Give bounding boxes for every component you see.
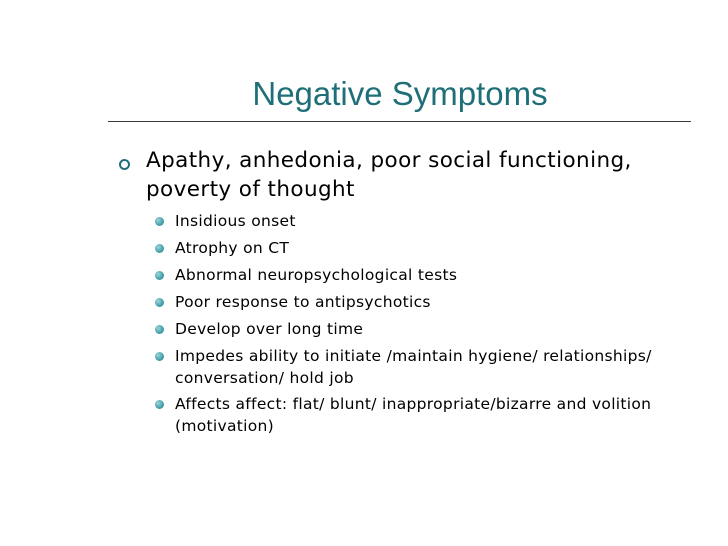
sub-bullet-text: Abnormal neuropsychological tests bbox=[175, 266, 458, 284]
bullet-dot-icon bbox=[155, 352, 164, 361]
slide-title: Negative Symptoms bbox=[252, 75, 548, 112]
sub-bullet-item bbox=[155, 264, 695, 287]
bullet-dot-icon bbox=[155, 298, 164, 307]
sub-bullet-item bbox=[155, 345, 695, 389]
sub-bullet-item bbox=[155, 210, 695, 233]
sub-bullet-item bbox=[155, 237, 695, 260]
bullet-dot-icon bbox=[155, 400, 164, 409]
main-bullet-text: Apathy, anhedonia, poor social functioning, poverty of thought bbox=[146, 148, 632, 202]
hollow-ring-bullet-icon bbox=[119, 159, 130, 170]
sub-bullet-item bbox=[155, 393, 695, 437]
bullet-dot-icon bbox=[155, 325, 164, 334]
sub-bullet-item bbox=[155, 291, 695, 314]
sub-bullet-text: Atrophy on CT bbox=[175, 239, 290, 257]
title-divider bbox=[108, 121, 691, 122]
sub-bullet-text: Poor response to antipsychotics bbox=[175, 293, 431, 311]
bullet-dot-icon bbox=[155, 244, 164, 253]
sub-bullet-text: Develop over long time bbox=[175, 320, 364, 338]
sub-bullet-item bbox=[155, 318, 695, 341]
sub-bullet-list bbox=[155, 210, 695, 441]
bullet-dot-icon bbox=[155, 217, 164, 226]
bullet-dot-icon bbox=[155, 271, 164, 280]
sub-bullet-text: Affects affect: flat/ blunt/ inappropriate/bizarre and volition (motivation) bbox=[175, 395, 652, 435]
sub-bullet-text: Impedes ability to initiate /maintain hygiene/ relationships/ conversation/ hold job bbox=[175, 347, 652, 387]
main-bullet-item bbox=[111, 146, 691, 204]
sub-bullet-text: Insidious onset bbox=[175, 212, 296, 230]
